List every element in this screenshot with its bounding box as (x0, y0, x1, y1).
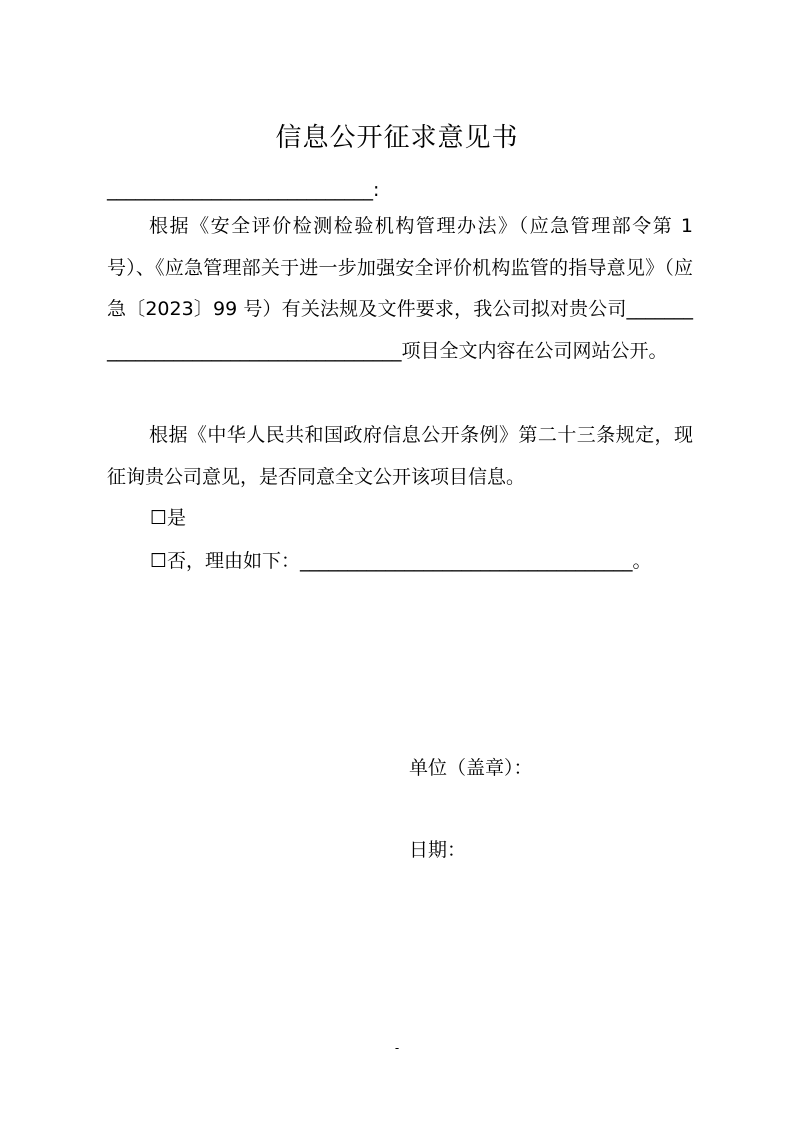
page-title: 信息公开征求意见书 (275, 123, 519, 153)
option-no (150, 546, 652, 576)
addressee-line: ____________________________: (107, 179, 380, 201)
paragraph-consultation: 根据《中华人民共和国政府信息公开条例》第二十三条规定，现征询贵公司意见，是否同意全文公开该项目信息。 (107, 424, 693, 488)
reason-blank: ___________________________________ (300, 550, 633, 572)
option-no-end: 。 (632, 550, 652, 572)
paragraph-request-text: 根据《安全评价检测检验机构管理办法》（应急管理部令第 1 号）、《应急管理部关于进一步加强安全评价机构监管的指导意见》（应急〔2023〕99 号）有关法规及文件要求，我公司拟对贵公司 (107, 215, 693, 320)
paragraph-request (107, 206, 693, 372)
signature-unit: 单位（盖章）： (409, 757, 533, 779)
page-footer-mark: - (394, 1041, 400, 1055)
option-no-label: ☐否，理由如下： (150, 550, 301, 572)
paragraph-request-tail: 项目全文内容在公司网站公开。 (401, 339, 668, 362)
signature-date: 日期： (409, 839, 467, 861)
project-name-blank: ______________________________________ (107, 298, 693, 362)
option-yes: ☐是 (150, 507, 187, 529)
